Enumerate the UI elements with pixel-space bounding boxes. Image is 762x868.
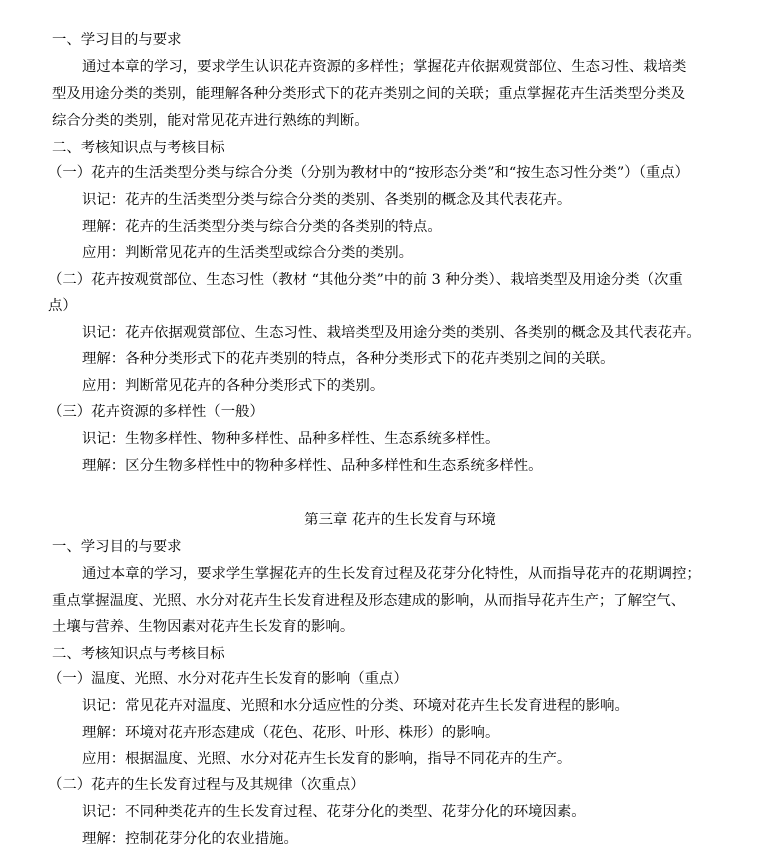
subsection-heading: （一）温度、光照、水分对花卉生长发育的影响（重点） bbox=[48, 671, 408, 687]
paragraph-line: 型及用途分类的类别，能理解各种分类形式下的花卉类别之间的关联；重点掌握花卉生活类型分类及 bbox=[52, 86, 686, 102]
list-item: 识记：常见花卉对温度、光照和水分适应性的分类、环境对花卉生长发育进程的影响。 bbox=[82, 698, 629, 714]
list-item: 应用：判断常见花卉的各种分类形式下的类别。 bbox=[82, 378, 385, 394]
paragraph-line: 通过本章的学习，要求学生认识花卉资源的多样性；掌握花卉依据观赏部位、生态习性、栽培类 bbox=[82, 59, 687, 75]
subsection-heading: （二）花卉的生长发育过程与及其规律（次重点） bbox=[48, 777, 365, 793]
list-item: 识记：花卉依据观赏部位、生态习性、栽培类型及用途分类的类别、各类别的概念及其代表花卉。 bbox=[82, 325, 701, 341]
list-item: 应用：判断常见花卉的生活类型或综合分类的类别。 bbox=[82, 245, 413, 261]
paragraph-line: 重点掌握温度、光照、水分对花卉生长发育进程及形态建成的影响，从而指导花卉生产；了解空气、 bbox=[52, 593, 686, 609]
subsection-heading-continued: 点） bbox=[48, 298, 77, 314]
list-item: 理解：花卉的生活类型分类与综合分类的各类别的特点。 bbox=[82, 219, 442, 235]
subsection-heading: （一）花卉的生活类型分类与综合分类（分别为教材中的“按形态分类”和“按生态习性分类”）（重点） bbox=[48, 165, 690, 181]
section-heading-assessment: 二、考核知识点与考核目标 bbox=[52, 140, 225, 156]
subsection-heading: （三）花卉资源的多样性（一般） bbox=[48, 404, 264, 420]
section-heading-assessment: 二、考核知识点与考核目标 bbox=[52, 646, 225, 662]
paragraph-line: 通过本章的学习，要求学生掌握花卉的生长发育过程及花芽分化特性，从而指导花卉的花期调控； bbox=[82, 566, 701, 582]
list-item: 应用：根据温度、光照、水分对花卉生长发育的影响，指导不同花卉的生产。 bbox=[82, 751, 572, 767]
chapter-title: 第三章 花卉的生长发育与环境 bbox=[304, 512, 496, 528]
section-heading-objectives: 一、学习目的与要求 bbox=[52, 539, 182, 555]
subsection-heading: （二）花卉按观赏部位、生态习性（教材 “其他分类”中的前 3 种分类）、栽培类型及用途分类（次重 bbox=[48, 272, 683, 288]
list-item: 理解：环境对花卉形态建成（花色、花形、叶形、株形）的影响。 bbox=[82, 725, 500, 741]
paragraph-line: 综合分类的类别，能对常见花卉进行熟练的判断。 bbox=[52, 113, 369, 129]
list-item: 识记：花卉的生活类型分类与综合分类的类别、各类别的概念及其代表花卉。 bbox=[82, 192, 572, 208]
list-item: 理解：区分生物多样性中的物种多样性、品种多样性和生态系统多样性。 bbox=[82, 458, 543, 474]
section-heading-objectives: 一、学习目的与要求 bbox=[52, 32, 182, 48]
list-item: 理解：控制花芽分化的农业措施。 bbox=[82, 831, 298, 847]
list-item: 识记：生物多样性、物种多样性、品种多样性、生态系统多样性。 bbox=[82, 431, 500, 447]
paragraph-line: 土壤与营养、生物因素对花卉生长发育的影响。 bbox=[52, 619, 355, 635]
list-item: 识记：不同种类花卉的生长发育过程、花芽分化的类型、花芽分化的环境因素。 bbox=[82, 804, 586, 820]
list-item: 理解：各种分类形式下的花卉类别的特点，各种分类形式下的花卉类别之间的关联。 bbox=[82, 351, 615, 367]
